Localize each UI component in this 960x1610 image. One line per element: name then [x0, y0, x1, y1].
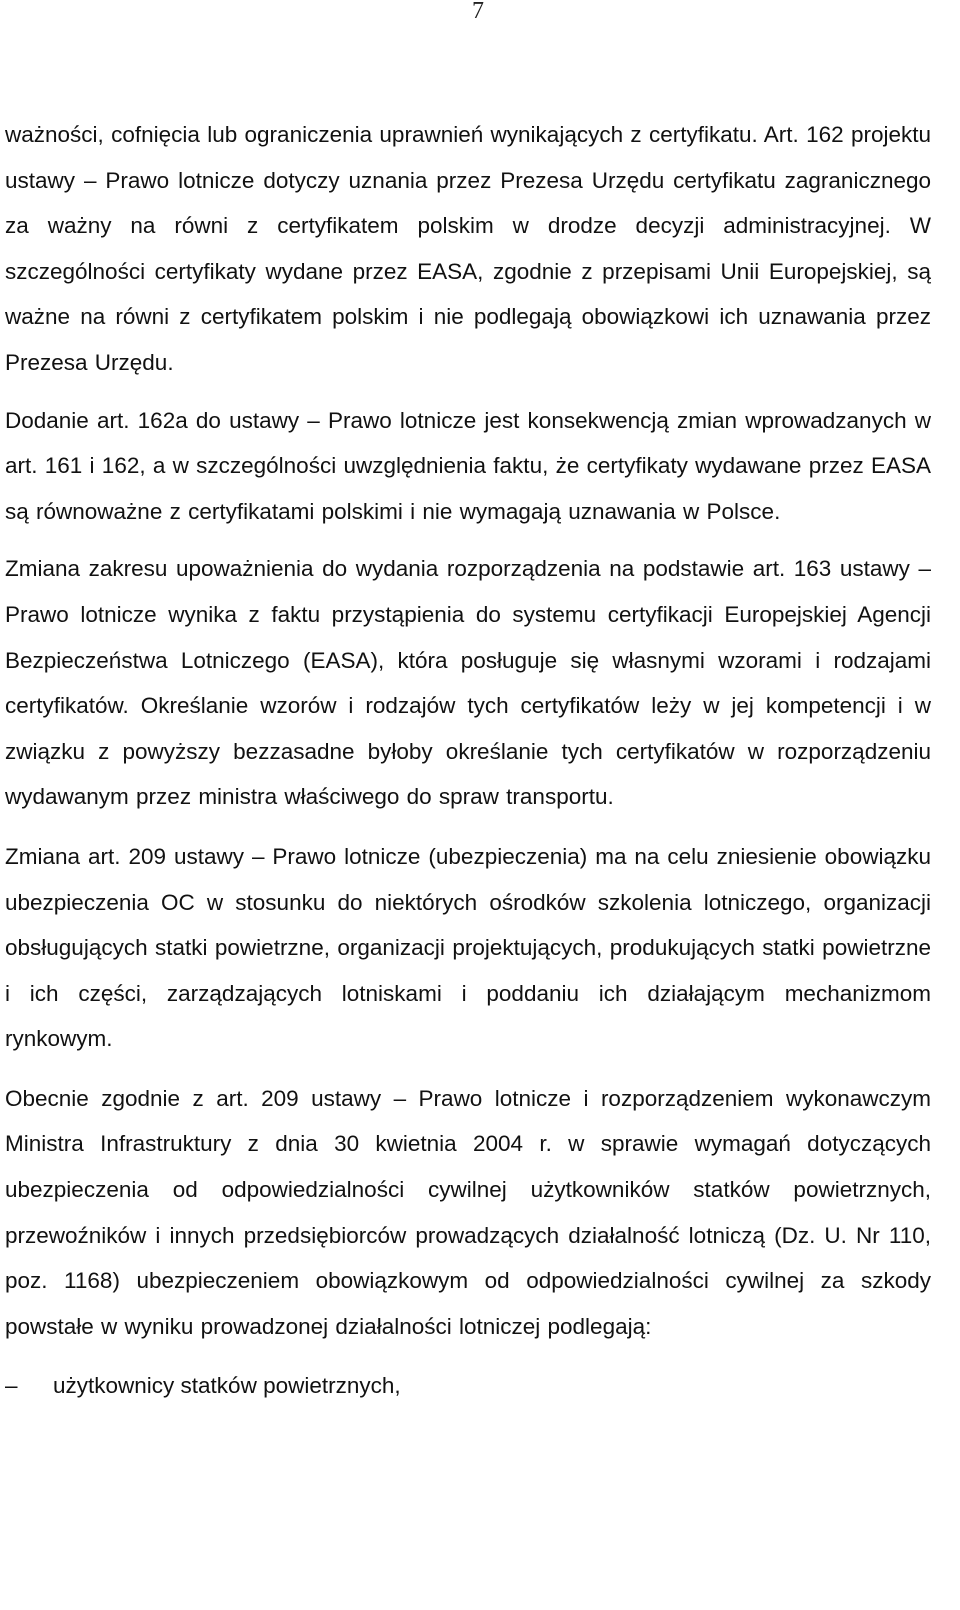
paragraph-article-209-change: Zmiana art. 209 ustawy – Prawo lotnicze (ubezpieczenia) ma na celu zniesienie obowiązku ubezpieczenia OC w stosunku do niektórych ośrodków szkolenia lotniczego, organizacji obsługujących statki powietrzne, organizacji projektujących, produkujących statki powietrzne i ich części, zarządzających lotniskami i poddaniu ich działającym mechanizmom rynkowym.: [5, 843, 931, 1052]
paragraph-article-162a: Dodanie art. 162a do ustawy – Prawo lotnicze jest konsekwencją zmian wprowadzanych w art. 161 i 162, a w szczególności uwzględnienia faktu, że certyfikaty wydawane przez EASA są równoważne z certyfikatami polskimi i nie wymagają uznawania w Polsce.: [5, 407, 931, 524]
paragraph-current-insurance-rules: Obecnie zgodnie z art. 209 ustawy – Prawo lotnicze i rozporządzeniem wykonawczym Ministra Infrastruktury z dnia 30 kwietnia 2004 r. w sprawie wymagań dotyczących ubezpieczenia od odpowiedzialności cywilnej użytkowników statków powietrznych, przewoźników i innych przedsiębiorców prowadzących działalność lotniczą (Dz. U. Nr 110, poz. 1168) ubezpieczeniem obowiązkowym od odpowiedzialności cywilnej za szkody powstałe w wyniku prowadzonej działalności lotniczej podlegają:: [5, 1085, 931, 1339]
insured-parties-list: [5, 1363, 931, 1409]
list-item: [5, 1363, 931, 1409]
paragraph-certificate-recognition: ważności, cofnięcia lub ograniczenia uprawnień wynikających z certyfikatu. Art. 162 projektu ustawy – Prawo lotnicze dotyczy uznania przez Prezesa Urzędu certyfikatu zagranicznego za ważny na równi z certyfikatem polskim w drodze decyzji administracyjnej. W szczególności certyfikaty wydane przez EASA, zgodnie z przepisami Unii Europejskiej, są ważne na równi z certyfikatem polskim i nie podlegają obowiązkowi ich uznawania przez Prezesa Urzędu.: [5, 122, 931, 375]
list-item-text: użytkownicy statków powietrznych,: [53, 1373, 401, 1399]
page-number: 7: [472, 0, 484, 24]
document-body: [5, 112, 931, 1409]
paragraph-article-163: Zmiana zakresu upoważnienia do wydania rozporządzenia na podstawie art. 163 ustawy – Prawo lotnicze wynika z faktu przystąpienia do systemu certyfikacji Europejskiej Agencji Bezpieczeństwa Lotniczego (EASA), która posługuje się własnymi wzorami i rodzajami certyfikatów. Określanie wzorów i rodzajów tych certyfikatów leży w jej kompetencji i w związku z powyższy bezzasadne byłoby określanie tych certyfikatów w rozporządzeniu wydawanym przez ministra właściwego do spraw transportu.: [5, 556, 931, 810]
list-dash-marker: –: [5, 1373, 18, 1399]
